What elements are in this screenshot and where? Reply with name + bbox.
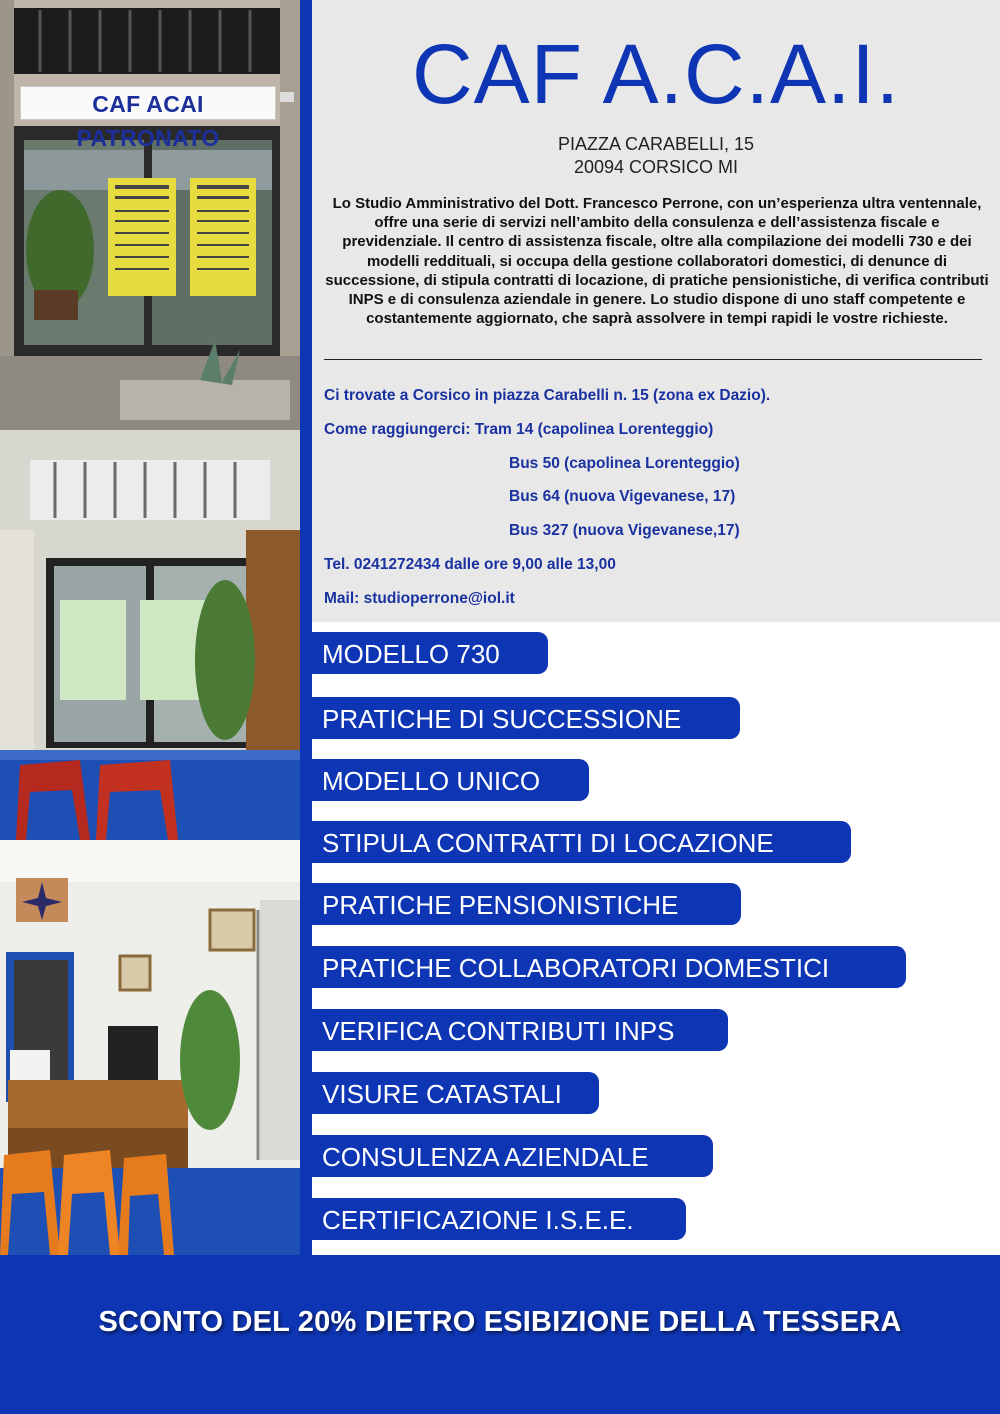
studio-description: Lo Studio Amministrativo del Dott. Francesco Perrone, con un’esperienza ultra ventennale, offre una serie di servizi nell’ambito della consulenza e dell’assistenza fiscale e previdenziale. Il centro di assistenza fiscale, oltre alla compilazione dei modelli 730 e dei modelli reddituali, si occupa della gestione collaboratori domestici, di denunce di successione, di stipula contratti di locazione, di pratiche pensionistiche, di verifica contributi INPS e di consulenza aziendale in genere. Lo studio dispone di uno staff competente e costantemente aggiornato, che saprà assolvere in tempi rapidi le vostre richieste.: [325, 195, 989, 328]
brand-title: CAF A.C.A.I.: [411, 27, 901, 121]
directions-line: Bus 64 (nuova Vigevanese, 17): [509, 488, 736, 505]
service-item: PRATICHE DI SUCCESSIONE: [308, 697, 740, 739]
service-item: PRATICHE PENSIONISTICHE: [308, 883, 741, 925]
service-item: PRATICHE COLLABORATORI DOMESTICI: [308, 946, 906, 988]
storefront-photo: [0, 0, 300, 430]
discount-footer: [0, 1255, 1000, 1414]
service-item: CONSULENZA AZIENDALE: [308, 1135, 713, 1177]
office-entrance-photo: [0, 430, 300, 840]
service-item: MODELLO 730: [308, 632, 548, 674]
office-interior-photo: [0, 840, 300, 1255]
service-item: VISURE CATASTALI: [308, 1072, 599, 1114]
service-item: CERTIFICAZIONE I.S.E.E.: [308, 1198, 686, 1240]
discount-text: SCONTO DEL 20% DIETRO ESIBIZIONE DELLA TESSERA: [98, 1306, 902, 1338]
address-city: 20094 CORSICO MI: [573, 157, 739, 177]
phone-text: Tel. 0241272434 dalle ore 9,00 alle 13,00: [324, 556, 616, 573]
mail-link[interactable]: Mail: studioperrone@iol.it: [324, 590, 515, 607]
service-item: VERIFICA CONTRIBUTI INPS: [308, 1009, 728, 1051]
accent-bar: [300, 0, 312, 1255]
directions-line: Bus 50 (capolinea Lorenteggio): [509, 455, 740, 472]
photo-column: [0, 0, 300, 1255]
store-sign: CAF ACAI PATRONATO: [20, 86, 276, 120]
service-item: MODELLO UNICO: [308, 759, 589, 801]
divider: [324, 359, 982, 360]
service-item: STIPULA CONTRATTI DI LOCAZIONE: [308, 821, 851, 863]
directions-line: Come raggiungerci: Tram 14 (capolinea Lorenteggio): [324, 421, 714, 438]
location-text: Ci trovate a Corsico in piazza Carabelli n. 15 (zona ex Dazio).: [324, 387, 771, 404]
address-street: PIAZZA CARABELLI, 15: [557, 134, 755, 154]
directions-line: Bus 327 (nuova Vigevanese,17): [509, 522, 740, 539]
info-panel: [312, 0, 1000, 622]
